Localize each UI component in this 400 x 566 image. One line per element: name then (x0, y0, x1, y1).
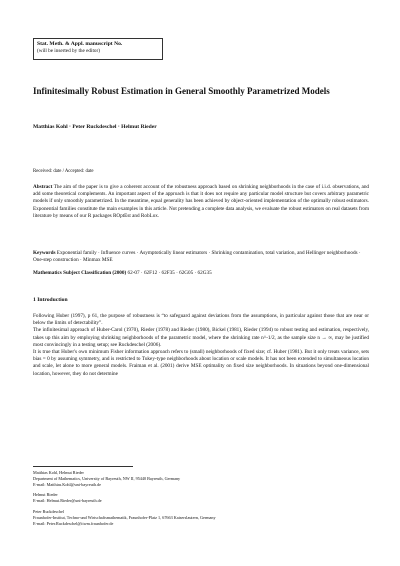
journal-note: (will be inserted by the editor) (37, 48, 100, 54)
paper-authors: Matthias Kohl · Peter Ruckdeschel · Helmut Rieder (33, 124, 157, 130)
msc-label: Mathematics Subject Classification (2000) (33, 270, 127, 276)
msc-text: 62-07 · 62F12 · 62F35 · 62G05 · 62G35 (127, 270, 212, 276)
received-date: Received: date / Accepted: date (33, 169, 94, 174)
paper-title: Infinitesimally Robust Estimation in General Smoothly Parametrized Models (33, 86, 330, 96)
affiliation-email: E-mail: Peter.Ruckdeschel@itwm.fraunhofer.de (33, 520, 114, 526)
affiliation-line: Helmut Rieder (33, 492, 58, 498)
intro-paragraph: It is true that Huber's own minimum Fisher information approach refers to (small) neighborhoods of fixed size; cf. Huber (1981). But it only treats variance, sets bias = 0 by assuming symmetry, and is restricted to Tukey-type neighborhoods about location or scale models. It has not been extended to simultaneous location and scale, let alone to more general models. Fraiman et al. (2001) derive MSE optimality on fixed size neighborhoods. In situations beyond one-dimensional location, however, they do not determine (33, 349, 369, 377)
intro-paragraph: Following Huber (1997), p 61, the purpose of robustness is “to safeguard against deviations from the assumptions, in particular against those that are near or below the limits of detectability”. (33, 313, 369, 327)
journal-name: Stat. Meth. & Appl. manuscript No. (37, 41, 123, 47)
abstract-label: Abstract (33, 184, 53, 190)
journal-header-box (33, 38, 163, 60)
affiliation-group (33, 492, 369, 504)
author-affiliations (33, 470, 369, 531)
section-heading: 1 Introduction (33, 297, 68, 303)
affiliation-email: E-mail: Matthias.Kohl@uni-bayreuth.de (33, 481, 101, 487)
affiliation-line: Peter Ruckdeschel (33, 508, 65, 514)
footnote-divider (33, 466, 133, 467)
msc-block (33, 270, 369, 277)
affiliation-group (33, 470, 369, 487)
affiliation-line: Department of Mathematics, University of Bayreuth, NW II, 95440 Bayreuth, Germany (33, 475, 181, 481)
abstract-block (33, 184, 369, 220)
affiliation-group (33, 509, 369, 526)
keywords-text: Exponential family · Influence curves · Asymptotically linear estimators · Shrinking contamination, total variation, and Hellinger neighborhoods · One-step construction · Minmax MSE (33, 250, 361, 264)
intro-paragraph: The infinitesimal approach of Huber-Carol (1970), Rieder (1978) and Rieder (1980), Bickel (1981), Rieder (1994) to robust testing and estimation, respectively, takes up this aim by employing shrinking neighborhoods of the parametric model, where the shrinking rate n^-1/2, as the sample size n → ∞, may be justified most convincingly in a testing setup; see Ruckdeschel (2006). (33, 327, 369, 348)
keywords-block (33, 250, 369, 264)
introduction-body (33, 313, 369, 378)
affiliation-line: Matthias Kohl, Helmut Rieder (33, 470, 84, 475)
affiliation-email: E-mail: Helmut.Rieder@uni-bayreuth.de (33, 498, 102, 504)
abstract-text: The aim of the paper is to give a coherent account of the robustness approach based on shrinking neighborhoods in the case of i.i.d. observations, and add some theoretical complements. An important aspect of the approach is that it does not require any particular model structure but covers arbitrary parametric models if only smoothly parametrized. In the meantime, equal generality has been achieved by object-oriented implementation of the optimally robust estimators. Exponential families constitute the main examples in this article. Not pretending a complete data analysis, we evaluate the robust estimators on real datasets from literature by means of our R packages ROptEst and RobLox. (33, 184, 370, 219)
affiliation-line: Fraunhofer-Institut, Techno-und Wirtschaftsmathematik, Fraunhofer-Platz 1, 67663 Kaiserslautern, Germany (33, 514, 216, 520)
keywords-label: Keywords (33, 250, 56, 256)
